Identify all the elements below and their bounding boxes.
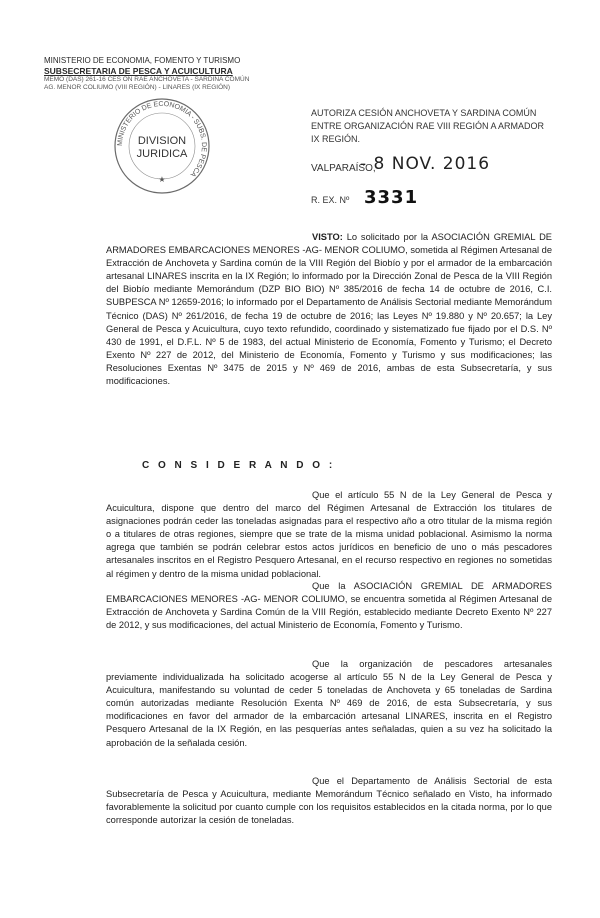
visto-paragraph [106, 231, 552, 388]
visto-text: Lo solicitado por la ASOCIACIÓN GREMIAL DE ARMADORES EMBARCACIONES MENORES -AG- MENOR COLIUMO, sometida al Régimen Artesanal de Extracción de Anchoveta y Sardina común de la VIII Región del Biobío y por el armador de la embarcación artesanal LINARES inscrita en la IX Región; lo informado por la Dirección Zonal de Pesca de la VIII Región del Biobío mediante Memorándum (DZP BIO BIO) Nº 385/2016 de fecha 14 de octubre de 2016, C.I. SUBPESCA Nº 12659-2016; lo informado por el Departamento de Análisis Sectorial mediante Memorándum Técnico (DAS) Nº 261/2016, de fecha 19 de octubre de 2016; las Leyes Nº 19.880 y Nº 20.657; la Ley General de Pesca y Acuicultura, cuyo texto refundido, coordinado y sistematizado fue fijado por el D.S. Nº 430 de 1991, el D.F.L. Nº 5 de 1983, del actual Ministerio de Economía, Fomento y Turismo; el Decreto Exento Nº 227 de 2012, del Ministerio de Economía, Fomento y Turismo y sus modificaciones; las Resoluciones Exentas Nº 3475 de 2015 y Nº 469 de 2016, ambas de esta Subsecretaría, y sus modificaciones. [106, 232, 552, 387]
subsecretaria-name: SUBSECRETARIA DE PESCA Y ACUICULTURA [44, 66, 233, 76]
rex-label: R. EX. Nº [311, 195, 350, 205]
considerando-3: Que la organización de pescadores artesanales previamente individualizada ha solicitado acogerse al artículo 55 N de la Ley General de Pesca y Acuicultura, manifestando su voluntad de ceder 5 toneladas de Anchoveta y 65 toneladas de Sardina común autorizadas mediante Resolución Exenta Nº 469 de 2016, de esta Subsecretaría, y sus modificaciones en favor del armador de la embarcación artesanal LINARES, inscrita en el Registro Pesquero Artesanal de la IX Región, en las pesquerías antes señaladas, quien a su vez ha solicitado la aprobación de la señalada cesión. [106, 659, 552, 748]
considerando-1: Que el artículo 55 N de la Ley General de Pesca y Acuicultura, dispone que dentro del marco del Régimen Artesanal de Extracción los titulares de asignaciones podrán ceder las toneladas asignadas para el respectivo año a otro titular de la misma región o a titulares de otras regiones, siempre que se trate de la misma unidad poblacional. Asimismo la norma agrega que también se podrán celebrar estos actos jurídicos en beneficio de uno o más pescadores artesanales inscritos en el Registro Pesquero Artesanal, en el recurso respectivo en regiones no sometidas al régimen y dentro de la misma unidad poblacional. [106, 490, 552, 579]
stamp-ring-text: MINISTERIO DE ECONOMIA - SUBS. DE PESCA [116, 100, 208, 178]
division-juridica-stamp [112, 96, 212, 196]
letterhead [44, 56, 249, 92]
stamp-star-icon: ★ [158, 175, 166, 184]
resolution-date: - 8 NOV. 2016 [360, 154, 491, 174]
considerando-2: Que la ASOCIACIÓN GREMIAL DE ARMADORES EMBARCACIONES MENORES -AG- MENOR COLIUMO, se encuentra sometida al Régimen Artesanal de Extracción de Anchoveta y Sardina Común de la VIII Región, establecido mediante Decreto Exento Nº 227 de 2012, y sus modificaciones, del actual Ministerio de Economía, Fomento y Turismo. [106, 581, 552, 631]
place-label: VALPARAÍSO, [311, 163, 376, 174]
reference-line-1: MEMO (DAS) 261-16 CES ON RAE ANCHOVETA - SARDINA COMÚN [44, 76, 250, 83]
rex-number: 3331 [364, 187, 419, 208]
considerando-4: Que el Departamento de Análisis Sectorial de esta Subsecretaría de Pesca y Acuicultura, mediante Memorándum Técnico señalado en Visto, ha informado favorablemente la solicitud por cuanto cumple con los requisitos establecidos en la citada norma, por lo que corresponde autorizar la cesión de toneladas. [106, 776, 552, 826]
stamp-line-1: DIVISION [137, 135, 187, 147]
visto-label: VISTO: [312, 232, 343, 242]
resolution-title: AUTORIZA CESIÓN ANCHOVETA Y SARDINA COMÚN ENTRE ORGANIZACIÓN RAE VIII REGIÓN A ARMADOR IX REGIÓN. [311, 108, 545, 144]
considerando-heading: C O N S I D E R A N D O : [142, 460, 336, 471]
stamp-line-2: JURIDICA [136, 148, 188, 160]
reference-line-2: AG. MENOR COLIUMO (VIII REGIÓN) - LINARES (IX REGIÓN) [44, 84, 230, 91]
ministry-name: MINISTERIO DE ECONOMIA, FOMENTO Y TURISMO [44, 56, 241, 65]
